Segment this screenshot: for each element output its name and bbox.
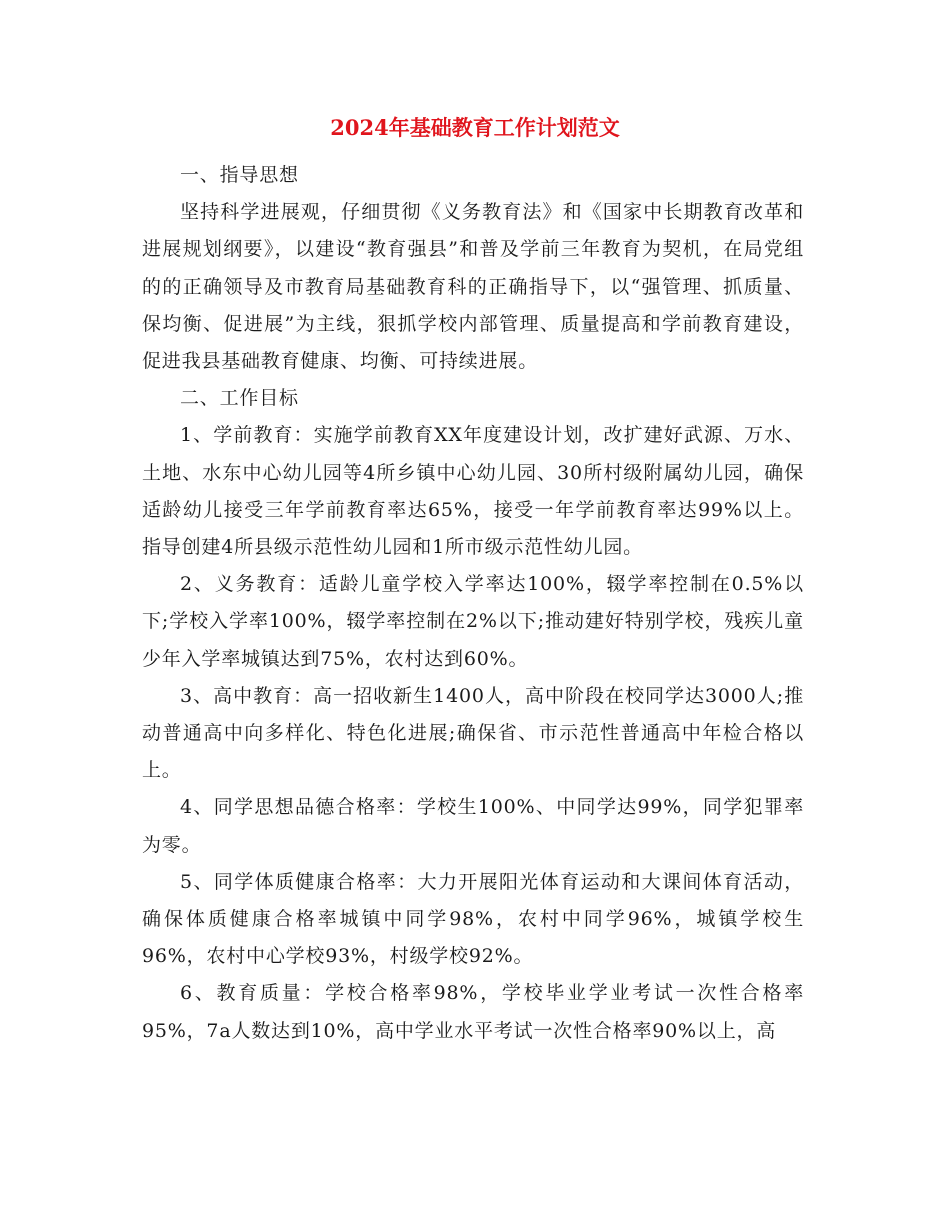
paragraph-high-school-education: 3、高中教育：高一招收新生1400人，高中阶段在校同学达3000人;推动普通高中向多样化、特色化进展;确保省、市示范性普通高中年检合格以上。	[142, 684, 804, 782]
paragraph-preschool-education: 1、学前教育：实施学前教育XX年度建设计划，改扩建好武源、万水、土地、水东中心幼儿园等4所乡镇中心幼儿园、30所村级附属幼儿园，确保适龄幼儿接受三年学前教育率达65%，接受一年学前教育率达99%以上。指导创建4所县级示范性幼儿园和1所市级示范性幼儿园。	[142, 424, 804, 559]
section-heading-guiding-ideology: 一、指导思想	[180, 164, 299, 186]
paragraph-physical-health-rate: 5、同学体质健康合格率：大力开展阳光体育运动和大课间体育活动，确保体质健康合格率城镇中同学98%，农村中同学96%，城镇学校生96%，农村中心学校93%，村级学校92%。	[142, 870, 804, 968]
paragraph-compulsory-education: 2、义务教育：适龄儿童学校入学率达100%，辍学率控制在0.5%以下;学校入学率100%，辍学率控制在2%以下;推动建好特别学校，残疾儿童少年入学率城镇达到75%，农村达到60%。	[142, 573, 804, 670]
document-body	[142, 157, 804, 1050]
paragraph-education-quality: 6、教育质量：学校合格率98%，学校毕业学业考试一次性合格率95%，7a人数达到10%，高中学业水平考试一次性合格率90%以上，高	[142, 982, 804, 1042]
paragraph-guiding-ideology: 坚持科学进展观，仔细贯彻《义务教育法》和《国家中长期教育改革和进展规划纲要》，以建设“教育强县”和普及学前三年教育为契机，在局党组的的正确领导及市教育局基础教育科的正确指导下，以“强管理、抓质量、保均衡、促进展”为主线，狠抓学校内部管理、质量提高和学前教育建设，促进我县基础教育健康、均衡、可持续进展。	[142, 201, 804, 373]
document-title: 2024年基础教育工作计划范文	[330, 115, 620, 140]
section-heading-work-goals: 二、工作目标	[180, 387, 299, 410]
paragraph-moral-qualification-rate: 4、同学思想品德合格率：学校生100%、中同学达99%，同学犯罪率为零。	[142, 796, 804, 856]
